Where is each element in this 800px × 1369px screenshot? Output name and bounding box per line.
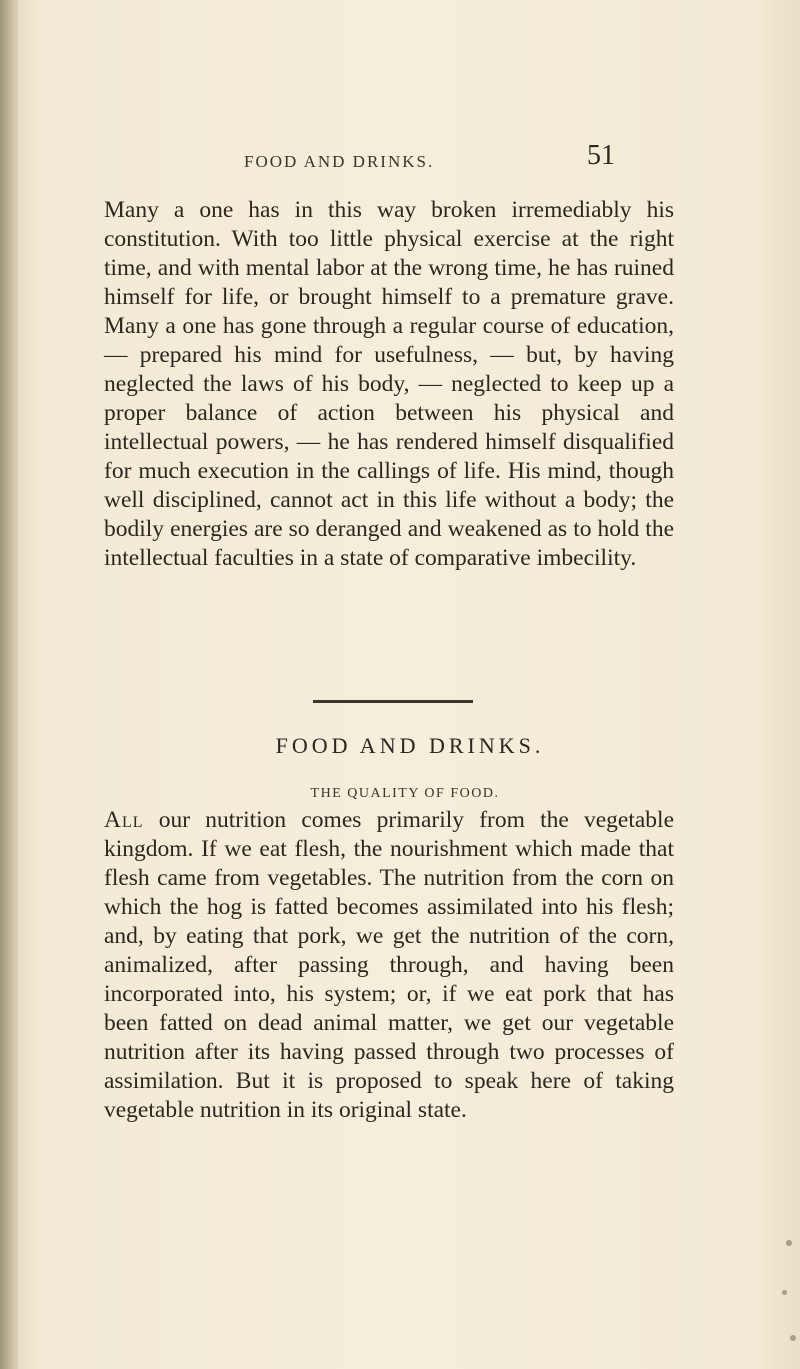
paper-speck: [782, 1290, 787, 1295]
section-heading-text: FOOD AND DRINKS.: [275, 733, 545, 758]
page-number: 51: [587, 140, 615, 171]
section-subheading-text: THE QUALITY OF FOOD.: [310, 786, 500, 801]
section-subheading: [0, 786, 800, 802]
paragraph-nutrition: [104, 806, 674, 1125]
paper-speck: [786, 1240, 792, 1246]
paper-speck: [790, 1335, 796, 1341]
paragraph-nutrition-text: our nutrition comes primarily from the vegetable kingdom. If we eat flesh, the nourishment which made that flesh came from vegetables. The nutrition from the corn on which the hog is fatted becomes assimilated into his flesh; and, by eating that pork, we get the nutrition of the corn, animalized, after passing through, and having been incorporated into, his system; or, if we eat pork that has been fatted on dead animal matter, we get our vegetable nutrition after its having passed through two processes of assimilation. But it is proposed to speak here of taking vegetable nutrition in its original state.: [104, 807, 674, 1123]
running-head: [244, 140, 644, 180]
paragraph-constitution: Many a one has in this way broken irremediably his constitution. With too little physical exercise at the right time, and with mental labor at the wrong time, he has ruined himself for life, or brought himself to a premature grave. Many a one has gone through a regular course of education, — prepared his mind for usefulness, — but, by having neglected the laws of his body, — neglected to keep up a proper balance of action between his physical and intellectual powers, — he has rendered himself disqualified for much execution in the callings of life. His mind, though well disciplined, cannot act in this life without a body; the bodily energies are so deranged and weakened as to hold the intellectual faculties in a state of comparative imbecility.: [104, 197, 674, 571]
page-binding-shadow: [0, 0, 18, 1369]
section-heading: [0, 733, 800, 759]
paragraph-opening-word: All: [104, 807, 144, 833]
section-divider-rule: [313, 700, 473, 703]
running-head-title: FOOD AND DRINKS.: [244, 152, 435, 171]
